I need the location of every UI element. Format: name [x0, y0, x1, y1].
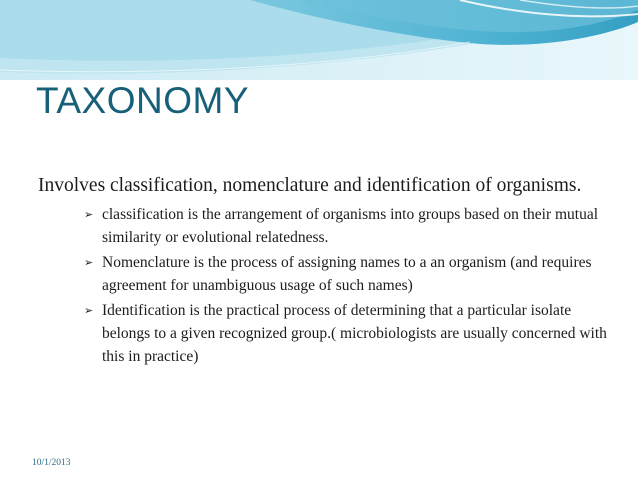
- intro-text: Involves classification, nomenclature and identification of organisms.: [38, 175, 582, 196]
- bullet-list: [38, 203, 608, 368]
- arrow-bullet-icon: ➢: [84, 208, 94, 221]
- bullet-text: Identification is the practical process of determining that a particular isolate belongs to a given recognized group.( microbiologists are usually concerned with this in practice): [102, 302, 607, 365]
- bullet-text: classification is the arrangement of organisms into groups based on their mutual similarity or evolutional relatedness.: [102, 206, 599, 246]
- slide-title: TAXONOMY: [36, 80, 249, 121]
- arrow-bullet-icon: ➢: [84, 304, 94, 317]
- bullet-item-nomenclature: [84, 251, 608, 297]
- bullet-text: Nomenclature is the process of assigning names to a an organism (and requires agreement for unambiguous usage of such names): [102, 254, 592, 294]
- bullet-item-identification: [84, 299, 608, 368]
- header-wave-banner: [0, 0, 638, 80]
- slide-date: 10/1/2013: [32, 458, 71, 468]
- arrow-bullet-icon: ➢: [84, 256, 94, 269]
- slide-body: [38, 173, 608, 370]
- bullet-item-classification: [84, 203, 608, 249]
